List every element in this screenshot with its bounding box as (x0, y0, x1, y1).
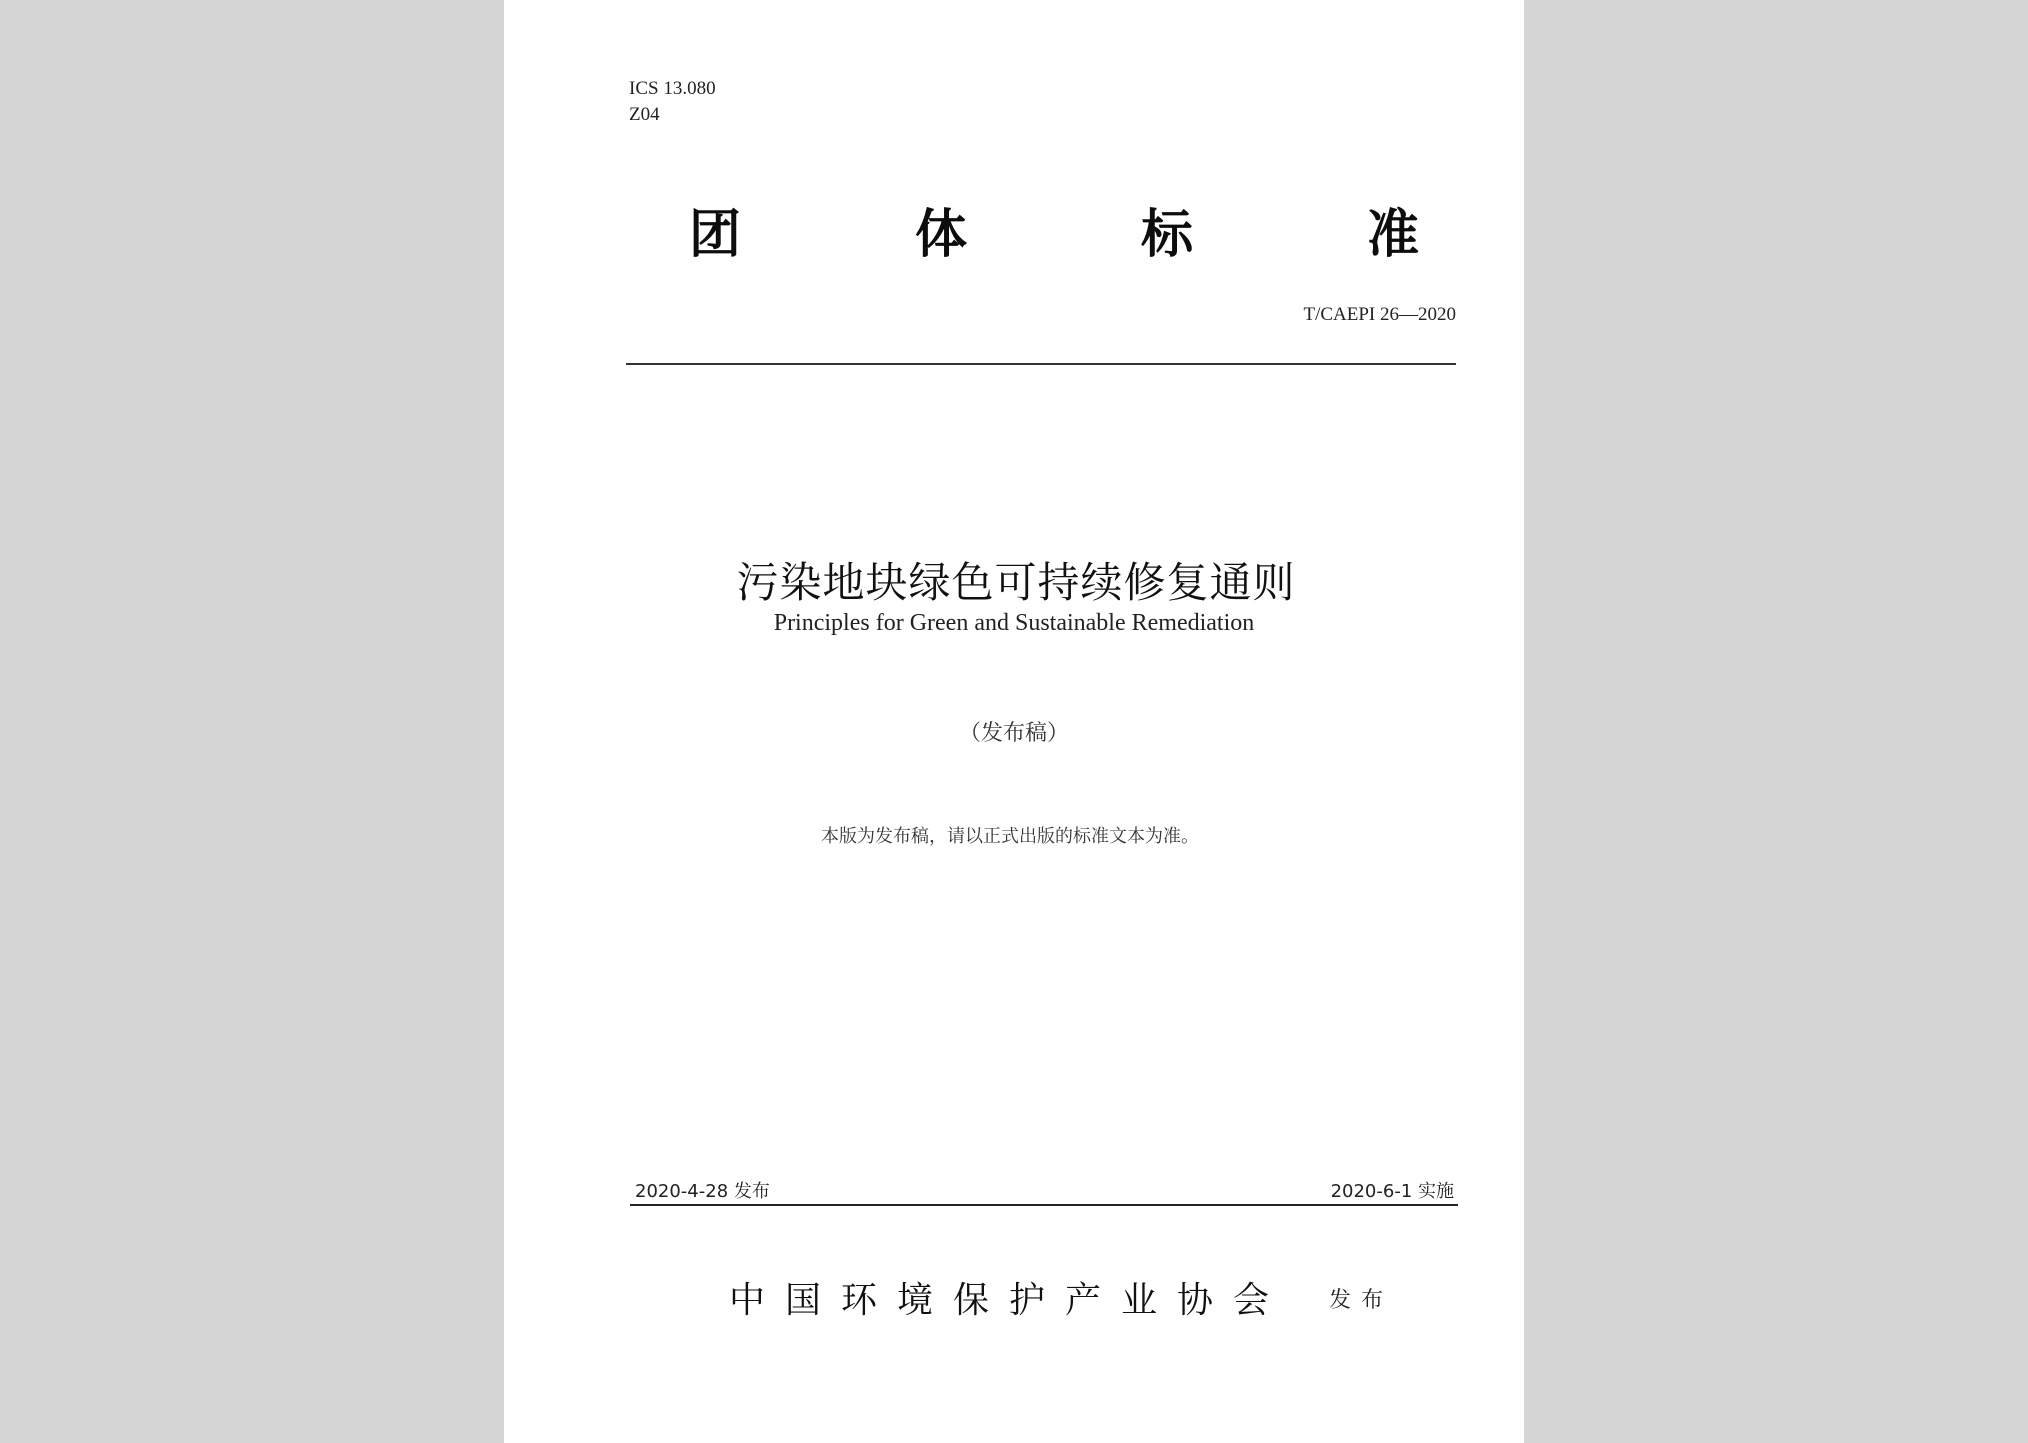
draft-status: （发布稿） (958, 721, 1069, 746)
classification-code: Z04 (629, 104, 660, 125)
heading-char: 体 (914, 205, 967, 265)
ics-code: ICS 13.080 (629, 78, 716, 99)
document-title-chinese: 污染地块绿色可持续修复通则 (736, 558, 1296, 607)
publish-date: 2020-4-28 发布 (635, 1181, 770, 1202)
issuing-organization: 中国环境保护产业协会 (729, 1280, 1290, 1321)
publish-label: 发布 (1329, 1288, 1394, 1313)
footer-divider (630, 1204, 1458, 1206)
release-note: 本版为发布稿，请以正式出版的标准文本为准。 (821, 826, 1199, 847)
standard-number: T/CAEPI 26—2020 (1303, 304, 1456, 325)
header-divider (626, 363, 1456, 365)
document-title-english: Principles for Green and Sustainable Remediation (773, 610, 1255, 636)
heading-char: 团 (689, 205, 742, 265)
implement-date: 2020-6-1 实施 (1330, 1181, 1454, 1202)
heading-char: 标 (1140, 205, 1193, 265)
document-page (504, 0, 1524, 1443)
heading-char: 准 (1366, 205, 1419, 265)
standard-type-heading (689, 192, 1419, 267)
